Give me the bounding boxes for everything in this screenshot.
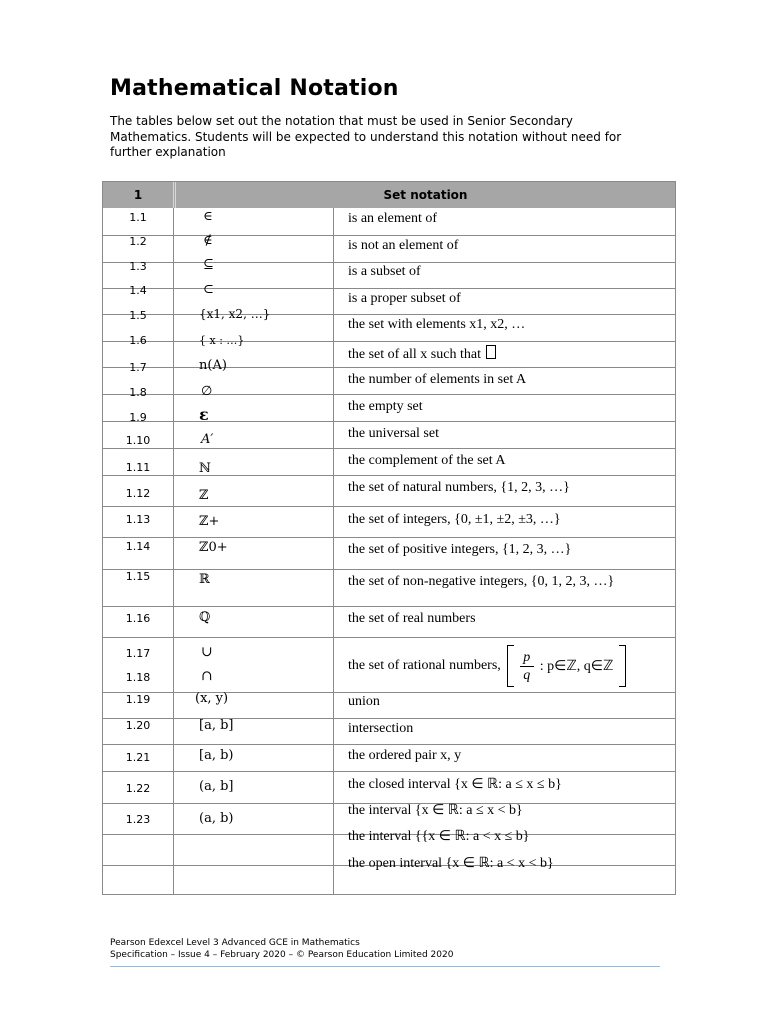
notation-symbol: ∩ — [201, 668, 213, 684]
notation-symbol: {x1, x2, …} — [199, 307, 271, 321]
row-number: 1.19 — [125, 693, 151, 706]
row-number: 1.6 — [129, 334, 147, 347]
rational-numbers-description — [348, 644, 626, 688]
notation-description: the set of non-negative integers, {0, 1, 2, 3, …} — [348, 574, 615, 589]
row-number: 1.3 — [129, 260, 147, 273]
row-divider — [103, 288, 675, 289]
notation-symbol: ∅ — [201, 384, 213, 399]
notation-symbol: ℝ — [199, 572, 210, 587]
row-divider — [103, 394, 675, 395]
row-divider — [103, 448, 675, 449]
notation-symbol: [a, b] — [199, 718, 234, 733]
left-brace — [507, 645, 514, 687]
fraction-denominator: q — [523, 667, 531, 683]
notation-description: the set of positive integers, {1, 2, 3, …} — [348, 542, 572, 557]
row-divider — [103, 341, 675, 342]
row-divider — [103, 421, 675, 422]
row-divider — [103, 744, 675, 745]
row-divider — [103, 506, 675, 507]
notation-symbol: ℚ — [199, 610, 211, 625]
notation-description: the interval {x ∈ ℝ: a ≤ x < b} — [348, 803, 523, 818]
page-title: Mathematical Notation — [110, 76, 399, 101]
notation-symbol: ℕ — [199, 461, 211, 476]
row-number: 1.9 — [129, 411, 147, 424]
row-number: 1.11 — [125, 461, 151, 474]
notation-description: the set of natural numbers, {1, 2, 3, …} — [348, 480, 570, 495]
notation-description: is not an element of — [348, 238, 459, 253]
notation-description: the set of real numbers — [348, 611, 476, 626]
row-number: 1.18 — [125, 671, 151, 684]
row-divider — [103, 718, 675, 719]
notation-symbol: { x : …} — [199, 334, 245, 347]
row-divider — [103, 235, 675, 236]
notation-description: is a proper subset of — [348, 291, 461, 306]
row-divider — [103, 569, 675, 570]
row-number: 1.7 — [129, 361, 147, 374]
notation-symbol: ℤ0+ — [199, 540, 228, 555]
notation-symbol: A′ — [201, 432, 214, 447]
right-brace — [619, 645, 626, 687]
notation-description-text: the set of all x such that — [348, 347, 481, 362]
footer-line-2: Specification – Issue 4 – February 2020 – © Pearson Education Limited 2020 — [110, 949, 454, 960]
notation-description: the universal set — [348, 426, 439, 441]
footer-rule — [110, 966, 660, 967]
header-section-title: Set notation — [383, 188, 468, 202]
notation-symbol: (a, b] — [199, 779, 234, 794]
notation-symbol: ℤ+ — [199, 514, 220, 529]
row-divider — [103, 606, 675, 607]
notation-description: is an element of — [348, 211, 438, 226]
row-number: 1.13 — [125, 513, 151, 526]
row-number: 1.2 — [129, 235, 147, 248]
row-divider — [103, 771, 675, 772]
rational-numbers-label: the set of rational numbers, — [348, 658, 501, 673]
notation-symbol: (a, b) — [199, 811, 234, 826]
fraction-numerator: p — [523, 649, 531, 665]
row-divider — [103, 637, 675, 638]
missing-glyph-box — [486, 345, 496, 359]
fraction — [520, 649, 534, 684]
notation-symbol: ℤ — [199, 488, 209, 503]
notation-symbol: ⊆ — [203, 257, 214, 272]
row-number: 1.15 — [125, 570, 151, 583]
row-divider — [103, 262, 675, 263]
page-footer — [110, 938, 453, 961]
notation-description: is a subset of — [348, 264, 421, 279]
row-number: 1.8 — [129, 386, 147, 399]
notation-description: the number of elements in set A — [348, 372, 527, 387]
row-divider — [103, 692, 675, 693]
row-number: 1.10 — [125, 434, 151, 447]
header-section-number: 1 — [133, 188, 143, 202]
row-number: 1.23 — [125, 813, 151, 826]
notation-symbol: ⊂ — [203, 282, 214, 297]
notation-description: the empty set — [348, 399, 423, 414]
row-number: 1.20 — [125, 719, 151, 732]
row-number: 1.16 — [125, 612, 151, 625]
notation-description: union — [348, 694, 380, 709]
row-number: 1.12 — [125, 487, 151, 500]
notation-description: the open interval {x ∈ ℝ: a < x < b} — [348, 856, 554, 871]
notation-symbol: [a, b) — [199, 748, 234, 763]
notation-symbol: ∈ — [203, 209, 213, 224]
row-number: 1.1 — [129, 211, 147, 224]
column-divider — [333, 208, 334, 894]
row-number: 1.17 — [125, 647, 151, 660]
rational-set-condition: : p∈ℤ, q∈ℤ — [539, 658, 614, 674]
row-number: 1.22 — [125, 782, 151, 795]
notation-description: intersection — [348, 721, 414, 736]
row-divider — [103, 314, 675, 315]
notation-description: the closed interval {x ∈ ℝ: a ≤ x ≤ b} — [348, 777, 562, 792]
row-number: 1.21 — [125, 751, 151, 764]
notation-symbol: ∉ — [203, 233, 213, 248]
row-divider — [103, 367, 675, 368]
notation-symbol: ∪ — [201, 644, 213, 660]
notation-description: the complement of the set A — [348, 453, 506, 468]
column-divider — [173, 208, 174, 894]
notation-description: the set with elements x1, x2, … — [348, 317, 526, 332]
rational-set-expression — [507, 645, 627, 687]
row-number: 1.4 — [129, 284, 147, 297]
notation-description: the set of integers, {0, ±1, ±2, ±3, …} — [348, 512, 561, 527]
row-divider — [103, 537, 675, 538]
row-divider — [103, 475, 675, 476]
notation-description — [348, 345, 496, 363]
row-number: 1.14 — [125, 540, 151, 553]
notation-symbol: n(A) — [199, 358, 227, 373]
notation-symbol: (x, y) — [195, 691, 229, 706]
notation-description: the interval {{x ∈ ℝ: a < x ≤ b} — [348, 829, 530, 844]
row-number: 1.5 — [129, 309, 147, 322]
notation-description: the ordered pair x, y — [348, 748, 462, 763]
intro-paragraph: The tables below set out the notation that must be used in Senior Secondary Mathematics. Students will be expected to understand this notation without need for further explanation — [110, 114, 622, 159]
footer-line-1: Pearson Edexcel Level 3 Advanced GCE in Mathematics — [110, 938, 360, 948]
notation-symbol: ε — [199, 405, 209, 424]
